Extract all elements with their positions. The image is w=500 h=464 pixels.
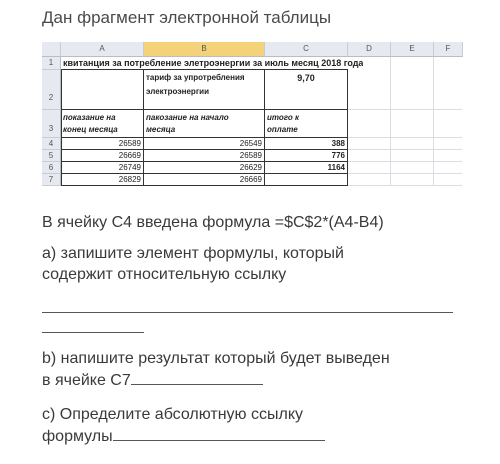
column-header-a: A — [61, 42, 144, 57]
tariff-value: 9,70 — [297, 73, 315, 83]
column-header-d: D — [348, 42, 391, 57]
row-header-2: 2 — [42, 70, 61, 110]
answer-b-blank[interactable] — [131, 369, 263, 385]
header-a-line-1: показание на — [63, 113, 116, 122]
question-c-line-2 — [42, 425, 325, 447]
formula-intro: В ячейку С4 введена формула =$С$2*(А4-В4) — [42, 214, 384, 231]
cell-c6: 1164 — [327, 163, 345, 172]
tariff-label-line-1: тариф за упротребления — [146, 73, 245, 82]
cell-a7: 26829 — [118, 175, 141, 184]
cell-b6: 26629 — [239, 163, 262, 172]
cell-a6: 26749 — [118, 163, 141, 172]
row-header-7: 7 — [42, 174, 61, 186]
page-heading: Дан фрагмент электронной таблицы — [42, 8, 332, 27]
question-b-line-2 — [42, 369, 263, 391]
question-b-line-1: b) напишите результат который будет выведен — [42, 350, 390, 367]
sheet-corner — [42, 42, 61, 57]
cell-c5: 776 — [331, 151, 345, 160]
question-c-line-1: с) Определите абсолютную ссылку — [42, 406, 304, 423]
row-header-4: 4 — [42, 138, 61, 150]
answer-a-blank-line-2[interactable] — [42, 332, 144, 333]
question-a-line-1: а) запишите элемент формулы, который — [42, 245, 344, 262]
cell-a5: 26669 — [118, 151, 141, 160]
sheet-title: квитанция за потребление элетроэнергии за июль месяц 2018 года — [63, 58, 364, 68]
row-header-6: 6 — [42, 162, 61, 174]
header-b-line-2: месяца — [146, 125, 176, 134]
column-header-f: F — [434, 42, 463, 57]
row-header-5: 5 — [42, 150, 61, 162]
cell-c4: 388 — [331, 139, 345, 148]
spreadsheet-fragment — [42, 42, 462, 192]
column-header-c: C — [265, 42, 348, 57]
cell-b5: 26589 — [239, 151, 262, 160]
column-header-e: E — [391, 42, 434, 57]
question-a-line-2: содержит относительную ссылку — [42, 266, 287, 283]
answer-a-blank-line-1[interactable] — [42, 312, 453, 313]
cell-b7: 26669 — [239, 175, 262, 184]
question-b-text: в ячейке С7 — [42, 372, 131, 389]
column-header-b: B — [144, 42, 265, 57]
question-c-text: формулы — [42, 428, 113, 445]
header-a-line-2: конец месяца — [63, 125, 118, 134]
header-c-line-2: оплате — [267, 125, 298, 134]
answer-c-blank[interactable] — [113, 425, 325, 441]
cell-c7 — [265, 174, 347, 185]
row-header-3: 3 — [42, 110, 61, 138]
tariff-label-line-2: электроэнергии — [146, 87, 209, 96]
header-b-line-1: пакозание на начало — [146, 113, 229, 122]
cell-b4: 26549 — [239, 139, 262, 148]
header-c-line-1: итого к — [267, 113, 300, 122]
row-header-1: 1 — [42, 57, 61, 70]
cell-a4: 26589 — [118, 139, 141, 148]
